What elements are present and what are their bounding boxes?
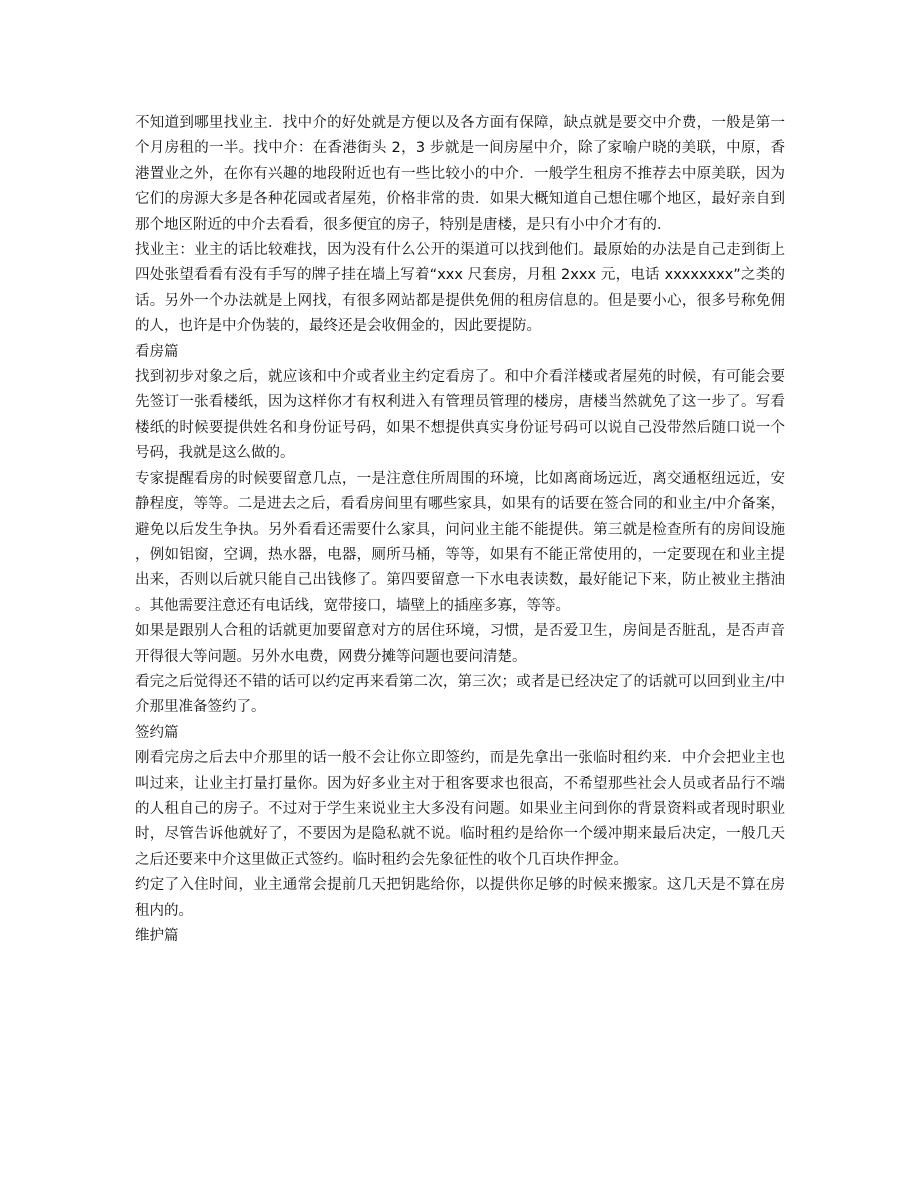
- paragraph-shared-rental: 如果是跟别人合租的话就更加要留意对方的居住环境，习惯，是否爱卫生，房间是否脏乱，是否声音开得很大等问题。另外水电费，网费分摊等问题也要问清楚。: [135, 623, 785, 665]
- paragraph-finding-landlord-intro: 不知道到哪里找业主．找中介的好处就是方便以及各方面有保障，缺点就是要交中介费，一般是第一个月房租的一半。找中介：在香港街头 2，3 步就是一间房屋中介，除了家喻户晓的美联，中原，香港置业之外，在你有兴趣的地段附近也有一些比较小的中介．一般学生租房不推荐去中原美联，因为它们的房源大多是各种花园或者屋苑，价格非常的贵．如果大概知道自己想住哪个地区，最好亲自到那个地区附近的中介去看看，很多便宜的房子，特别是唐楼，是只有小中介才有的．: [135, 115, 785, 233]
- paragraph-finding-landlord-direct: 找业主：业主的话比较难找，因为没有什么公开的渠道可以找到他们。最原始的办法是自己走到街上四处张望看看有没有手写的牌子挂在墙上写着“xxx 尺套房，月租 2xxx 元，电话 xxxxxxxx”之类的话。另外一个办法就是上网找，有很多网站都是提供免佣的租房信息的。但是要小心，很多号称免佣的人，也许是中介伪装的，最终还是会收佣金的，因此要提防。: [135, 242, 785, 335]
- paragraph-second-viewing: 看完之后觉得还不错的话可以约定再来看第二次，第三次；或者是已经决定了的话就可以回到业主/中介那里准备签约了。: [135, 673, 785, 716]
- paragraph-viewing-tips: 专家提醒看房的时候要留意几点，一是注意住所周围的环境，比如离商场远近，离交通枢纽远近，安静程度，等等。二是进去之后，看看房间里有哪些家具，如果有的话要在签合同的和业主/中介备案，避免以后发生争执。另外看看还需要什么家具，问问业主能不能提供。第三就是检查所有的房间设施，例如铝窗，空调，热水器，电器，厕所马桶，等等，如果有不能正常使用的，一定要现在和业主提出来，否则以后就只能自己出钱修了。第四要留意一下水电表读数，最好能记下来，防止被业主揩油。其他需要注意还有电话线，宽带接口，墙壁上的插座多寡，等等。: [135, 470, 785, 614]
- section-heading-maintenance: 维护篇: [135, 928, 179, 944]
- section-heading-signing: 签约篇: [135, 724, 179, 741]
- document-body: [135, 111, 785, 949]
- paragraph-viewing-agreement: 找到初步对象之后，就应该和中介或者业主约定看房了。和中介看洋楼或者屋苑的时候，有可能会要先签订一张看楼纸，因为这样你才有权利进入有管理员管理的楼房，唐楼当然就免了这一步了。写看楼纸的时候要提供姓名和身份证号码，如果不想提供真实身份证号码可以说自己没带然后随口说一个号码，我就是这么做的。: [135, 369, 785, 462]
- section-heading-viewing: 看房篇: [135, 343, 179, 360]
- paragraph-temporary-lease: 刚看完房之后去中介那里的话一般不会让你立即签约，而是先拿出一张临时租约来．中介会把业主也叫过来，让业主打量打量你。因为好多业主对于租客要求也很高，不希望那些社会人员或者品行不端的人租自己的房子。不过对于学生来说业主大多没有问题。如果业主问到你的背景资料或者现时职业时，尽管告诉他就好了，不要因为是隐私就不说。临时租约是给你一个缓冲期来最后决定，一般几天之后还要来中介这里做正式签约。临时租约会先象征性的收个几百块作押金。: [135, 750, 785, 868]
- paragraph-move-in: 约定了入住时间，业主通常会提前几天把钥匙给你，以提供你足够的时候来搬家。这几天是不算在房租内的。: [135, 877, 785, 919]
